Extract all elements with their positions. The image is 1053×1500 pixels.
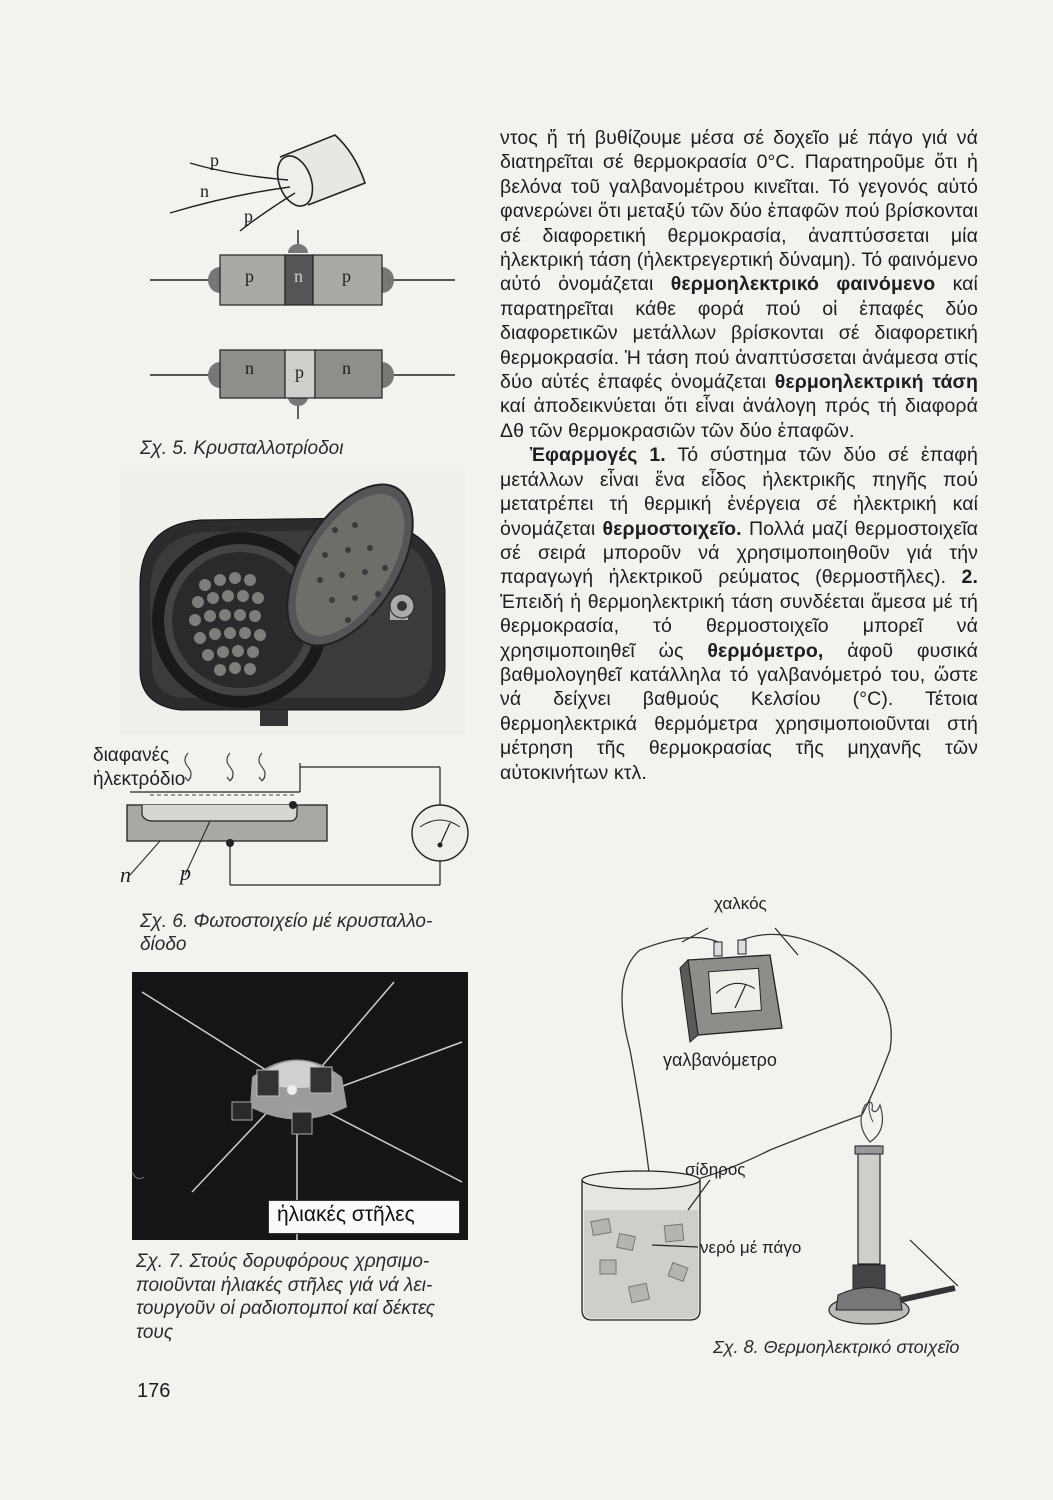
fig6-caption-line1: Σχ. 6. Φωτοστοιχείο μέ κρυσταλλο- <box>140 911 433 932</box>
fig8-label-ice-water: νερό μέ πάγο <box>700 1238 802 1257</box>
fig7-photo-label: ἡλιακές στῆλες <box>277 1203 415 1226</box>
p2-text-h: ἀφοῦ φυσικά βαθμολογηθεῖ κατάλληλα τό γαλβανόμετρό του, ὥστε νά δείχνει βαθμούς Κελσίου (°C). Τέτοια θερμοηλεκτρικά θερμόμετρα χρησιμοποιοῦνται στή μέτρηση τῆς θερμοκρασίας τῆς μηχανῆς τῶν αὐτοκινήτων κτλ. <box>500 639 978 784</box>
fig7-caption <box>136 1250 435 1344</box>
fig6-label-electrode-line2: ἠλεκτρόδιο <box>93 769 186 790</box>
applications-item-2: 2. <box>961 566 978 589</box>
fig8-thermocouple-diagram <box>570 910 990 1340</box>
fig6-label-n: n <box>120 862 131 887</box>
fig6-caption <box>140 910 432 956</box>
fig6-label-p: p <box>180 860 191 885</box>
fig5-npn-right: n <box>342 358 351 378</box>
fig8-caption: Σχ. 8. Θερμοηλεκτρικό στοιχεῖο <box>713 1337 960 1357</box>
term-thermoelectric-effect: θερμοηλεκτρικό φαινόμενο <box>670 273 936 296</box>
fig5-npn-mid: p <box>295 362 304 382</box>
p2-text-f: Ἐπειδή ἡ θερμοηλεκτρική τάση συνδέεται ἄμεσα μέ τή θερμοκρασία, τό θερμοστοιχεῖο μπορεῖ νά χρησιμοποιηθεῖ ὡς <box>500 590 978 662</box>
fig5-caption: Σχ. 5. Κρυσταλλοτρίοδοι <box>140 438 344 459</box>
fig7-caption-line4: τους <box>136 1321 174 1343</box>
term-thermometer: θερμόμετρο, <box>707 639 824 662</box>
p1-text-c: καί παρατηρεῖται κάθε φορά πού οἱ ἐπαφές δύο διαφορετικῶν μετάλλων βρίσκονται σέ διαφορετική θερμοκρασία. Ἡ τάση πού ἀναπτύσσεται ἀνάμεσα στίς δύο αὐτές ἐπαφές ὀνομάζεται <box>500 273 978 394</box>
fig5-pnp-left: p <box>245 266 254 286</box>
page-number: 176 <box>137 1380 171 1402</box>
fig8-label-iron: σίδηρος <box>685 1160 746 1179</box>
fig6-label-electrode <box>93 744 185 792</box>
term-thermocouple: θερμοστοιχεῖο. <box>602 517 742 540</box>
fig5-npn-left: n <box>245 358 254 378</box>
fig5-label-n: n <box>200 181 209 201</box>
p2-text-d: Πολλά μαζί θερμοστοιχεῖα σέ σειρά μποροῦν νά χρησιμοποιηθοῦν γιά τήν παραγωγή ἠλεκτρικοῦ ρεύματος (θερμοστῆλες). <box>500 517 978 589</box>
term-thermoelectric-voltage: θερμοηλεκτρική τάση <box>774 371 978 394</box>
fig6-photocell-photo <box>120 470 465 735</box>
fig7-caption-line2: ποιοῦνται ἡλιακές στῆλες γιά νά λει- <box>136 1274 433 1296</box>
fig5-label-p-top: p <box>210 150 219 170</box>
fig5-label-p-bottom: p <box>244 206 253 226</box>
p1-text-e: καί ἀποδεικνύεται ὅτι εἶναι ἀνάλογη πρός τή διαφορά Δθ τῶν θερμοκρασιῶν τῶν δύο ἐπαφῶν. <box>500 395 978 442</box>
fig8-label-copper: χαλκός <box>714 894 767 913</box>
fig5-pnp-right: p <box>342 266 351 286</box>
fig7-caption-line3: τουργοῦν οἱ ραδιοπομποί καί δέκτες <box>136 1298 436 1319</box>
fig7-caption-line1: Σχ. 7. Στούς δορυφόρους χρησιμο- <box>136 1251 430 1272</box>
body-text <box>500 126 978 785</box>
p1-text-a: ντος ἤ τή βυθίζουμε μέσα σέ δοχεῖο μέ πάγο γιά νά διατηρεῖται σέ θερμοκρασία 0°C. Παρατηροῦμε ὅτι ἡ βελόνα τοῦ γαλβανομέτρου κινεῖται. Τό γεγονός αὐτό φανερώνει ὅτι μεταξύ τῶν δύο ἐπαφῶν πού βρίσκονται σέ διαφορετική θερμοκρασία, ἀναπτύσσεται μία ἠλεκτρική τάση (ἠλεκτρεγερτική δύναμη). Τό φαινόμενο αὐτό ὀνομάζεται <box>500 127 978 296</box>
p2-text-b: Τό σύστημα τῶν δύο σέ ἐπαφή μετάλλων εἶναι ἕνα εἶδος ἠλεκτρικῆς πηγῆς πού μετατρέπει τή θερμική ἐνέργεια σέ ἠλεκτρική καί ὀνομάζεται <box>500 444 979 540</box>
fig6-caption-line2: δίοδο <box>140 934 187 955</box>
paragraph-1 <box>500 126 978 443</box>
fig5-pnp-mid: n <box>294 266 303 286</box>
paragraph-2 <box>500 443 978 785</box>
fig8-label-galvanometer: γαλβανόμετρο <box>663 1050 777 1070</box>
fig5-transistor-diagram <box>150 135 470 435</box>
fig7-satellite-photo <box>132 972 468 1240</box>
fig6-label-electrode-line1: διαφανές <box>93 745 170 766</box>
applications-heading: Ἐφαρμογές 1. <box>530 444 666 467</box>
